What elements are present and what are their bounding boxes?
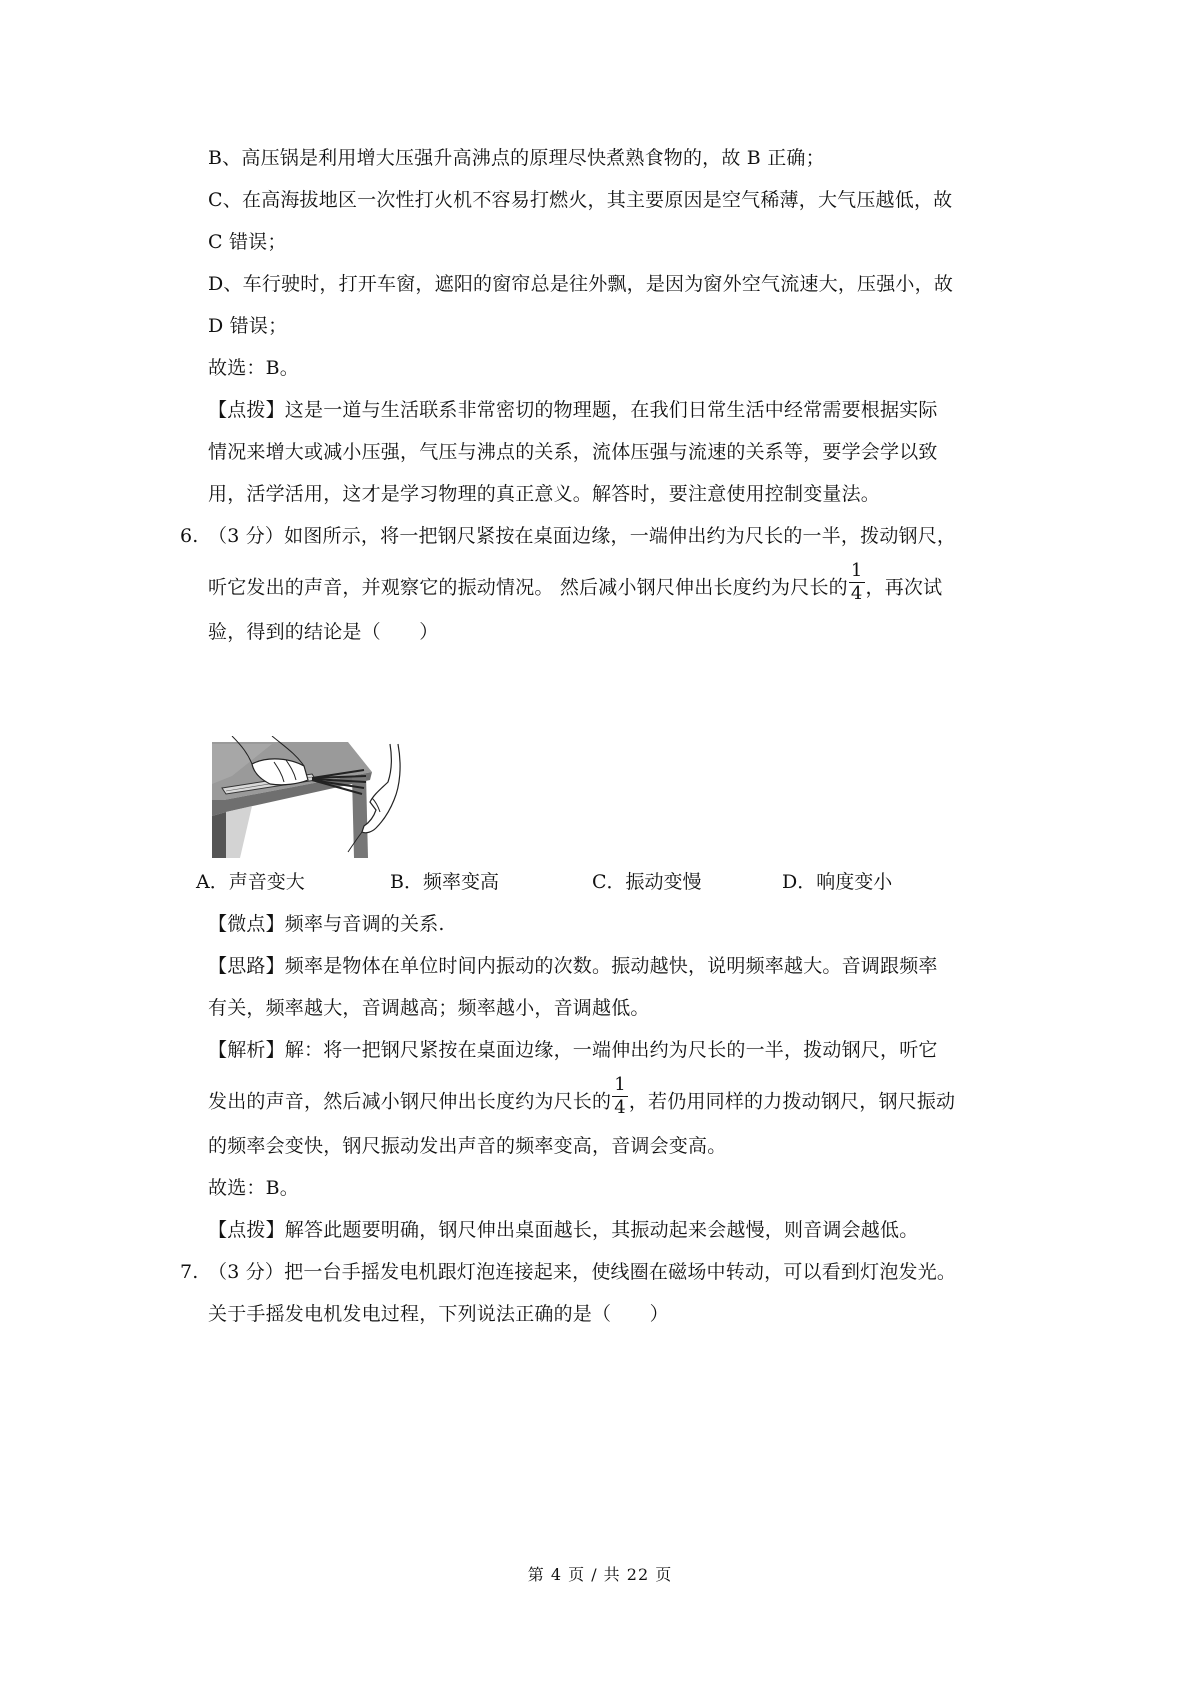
fraction-one-quarter [849, 560, 865, 605]
question-6-line-1: （3 分）如图所示，将一把钢尺紧按在桌面边缘，一端伸出约为尺长的一半，拨动钢尺， [208, 525, 957, 547]
solution-line-3: 的频率会变快，钢尺振动发出声音的频率变高，音调会变高。 [208, 1135, 727, 1157]
fraction-one-quarter-solution [612, 1074, 628, 1119]
analysis-option-c-cont: C 错误； [208, 231, 287, 253]
analysis-option-c: C、在高海拔地区一次性打火机不容易打燃火，其主要原因是空气稀薄，大气压越低，故 [208, 189, 953, 211]
option-a: A．声音变大 [196, 871, 305, 893]
question-7-line-2: 关于手摇发电机发电过程，下列说法正确的是（ ） [208, 1303, 669, 1325]
analysis-option-b: B、高压锅是利用增大压强升高沸点的原理尽快煮熟食物的，故 B 正确； [208, 147, 825, 169]
question-6-line-2 [208, 560, 943, 611]
knowledge-point: 【微点】频率与音调的关系. [208, 913, 445, 935]
question-6-line-3: 验，得到的结论是（ ） [208, 621, 439, 643]
option-d: D．响度变小 [782, 871, 893, 893]
fraction-denominator: 4 [850, 583, 863, 604]
answer-line: 故选：B。 [208, 357, 299, 379]
tip-line-1: 【点拨】这是一道与生活联系非常密切的物理题，在我们日常生活中经常需要根据实际 [208, 399, 938, 421]
option-b: B．频率变高 [390, 871, 499, 893]
analysis-option-d: D、车行驶时，打开车窗，遮阳的窗帘总是往外飘，是因为窗外空气流速大，压强小，故 [208, 273, 954, 295]
question-7-line-1: （3 分）把一台手摇发电机跟灯泡连接起来，使线圈在磁场中转动，可以看到灯泡发光。 [208, 1261, 957, 1283]
question-6-number: 6. [180, 525, 199, 547]
tip-line-q6: 【点拨】解答此题要明确，钢尺伸出桌面越长，其振动起来会越慢，则音调会越低。 [208, 1219, 919, 1241]
page-number-footer: 第 4 页 / 共 22 页 [527, 1565, 673, 1584]
option-c: C．振动变慢 [592, 871, 702, 893]
tip-line-2: 情况来增大或减小压强，气压与沸点的关系，流体压强与流速的关系等，要学会学以致 [208, 441, 938, 463]
fraction-denominator: 4 [614, 1097, 626, 1118]
question-6-line-2-end: ，再次试 [865, 576, 943, 599]
analysis-option-d-cont: D 错误； [208, 315, 288, 337]
tip-line-3: 用，活学活用，这才是学习物理的真正意义。解答时，要注意使用控制变量法。 [208, 483, 881, 505]
fraction-numerator: 1 [614, 1074, 626, 1095]
fraction-numerator: 1 [850, 560, 863, 581]
idea-line-2: 有关，频率越大，音调越高；频率越小，音调越低。 [208, 997, 650, 1019]
ruler-vibration-figure [212, 736, 434, 858]
idea-line-1: 【思路】频率是物体在单位时间内振动的次数。振动越快，说明频率越大。音调跟频率 [208, 955, 938, 977]
answer-line-q6: 故选：B。 [208, 1177, 299, 1199]
solution-line-2-end: ，若仍用同样的力拨动钢尺，钢尺振动 [628, 1090, 956, 1113]
solution-line-2 [208, 1074, 956, 1125]
solution-line-2-text: 发出的声音，然后减小钢尺伸出长度约为尺长的 [208, 1090, 612, 1113]
question-7-number: 7. [180, 1261, 199, 1283]
question-6-line-2-text: 听它发出的声音，并观察它的振动情况。 然后减小钢尺伸出长度约为尺长的 [208, 576, 848, 599]
solution-line-1: 【解析】解：将一把钢尺紧按在桌面边缘，一端伸出约为尺长的一半，拨动钢尺，听它 [208, 1039, 938, 1061]
